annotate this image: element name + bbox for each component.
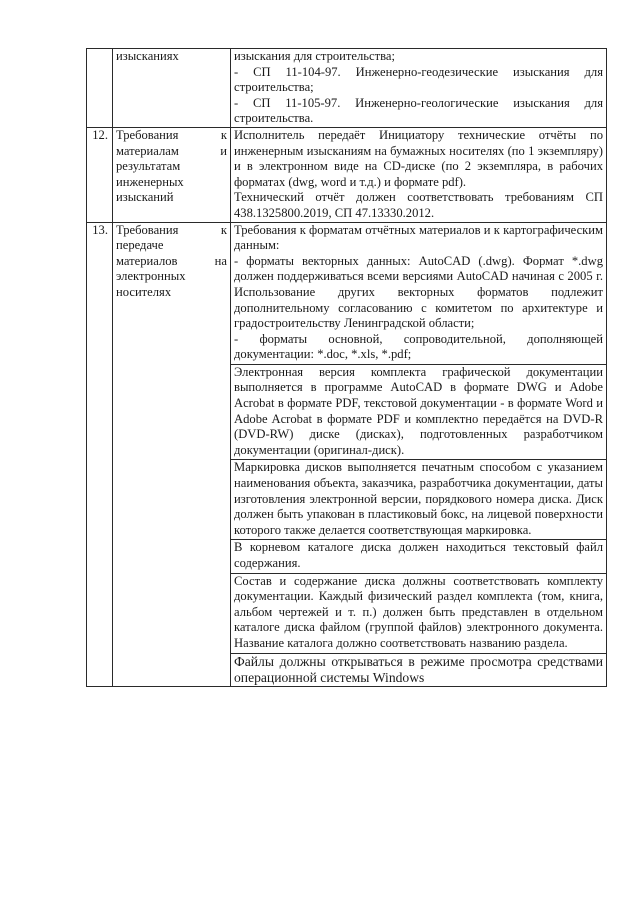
content-paragraph: Файлы должны открываться в режиме просмотра средствами операционной системы Windows bbox=[231, 653, 606, 686]
table-row bbox=[87, 127, 607, 222]
requirement-name-line: инженерных bbox=[116, 174, 184, 189]
requirements-table bbox=[86, 48, 607, 687]
content-paragraph: Состав и содержание диска должны соответствовать комплекту документации. Каждый физический раздел комплекта (том, книга, альбом чертежей и т. п.) должен быть представлен в отдельном каталоге диска файлом (группой файлов) электронного документа. Название каталога должно соответствовать названию раздела. bbox=[231, 573, 606, 652]
content-paragraph: изыскания для строительства; bbox=[234, 49, 396, 63]
row-number: 13. bbox=[87, 222, 113, 686]
requirement-name-line: электронных bbox=[116, 269, 186, 284]
requirement-name bbox=[113, 49, 231, 128]
content-paragraph: Электронная версия комплекта графической документации выполняется в программе AutoCAD в формате DWG и Adobe Acrobat в формате PDF, текстовой документации - в формате Word и Adobe Acrobat в формате PDF и комплектно передаётся на DVD-R (DVD-RW) диске (дисках), подготовленных разработчиком документации (оригинал-диск). bbox=[231, 364, 606, 459]
content-paragraph: - СП 11-104-97. Инженерно-геодезические изыскания для строительства; bbox=[234, 64, 603, 95]
content-paragraph: - форматы основной, сопроводительной, дополняющей документации: *.doc, *.xls, *.pdf; bbox=[234, 331, 603, 362]
content-paragraph: В корневом каталоге диска должен находиться текстовый файл содержания. bbox=[231, 539, 606, 571]
requirement-content bbox=[231, 49, 607, 128]
requirement-name-line: материалам и bbox=[116, 143, 227, 158]
row-number: 12. bbox=[87, 127, 113, 222]
requirement-name bbox=[113, 222, 231, 686]
row-number bbox=[87, 49, 113, 128]
requirement-name-line: носителях bbox=[116, 284, 172, 299]
table-row bbox=[87, 49, 607, 128]
requirement-name-line: Требования к bbox=[116, 222, 227, 237]
content-paragraph: - СП 11-105-97. Инженерно-геологические изыскания для строительства. bbox=[234, 95, 603, 126]
requirement-name-line: изысканий bbox=[116, 190, 174, 205]
content-paragraph: Требования к форматам отчётных материалов и к картографическим данным: bbox=[234, 222, 603, 253]
requirement-name-line: изысканиях bbox=[116, 49, 179, 63]
requirement-name-line: передаче bbox=[116, 238, 164, 253]
requirement-content bbox=[231, 222, 607, 686]
content-paragraph: - форматы векторных данных: AutoCAD (.dwg). Формат *.dwg должен поддерживаться всеми версиями AutoCAD начиная с 2005 г. Использование других векторных форматов подлежит дополнительному согласованию с комитетом по архитектуре и градостроительству Ленинградской области; bbox=[234, 253, 603, 331]
requirement-content bbox=[231, 127, 607, 222]
content-paragraph: Технический отчёт должен соответствовать требованиям СП 438.1325800.2019, СП 47.13330.2012. bbox=[234, 190, 603, 220]
requirement-name bbox=[113, 127, 231, 222]
requirement-name-line: материалов на bbox=[116, 253, 227, 268]
requirement-name-line: результатам bbox=[116, 159, 181, 174]
content-paragraph: Исполнитель передаёт Инициатору технические отчёты по инженерным изысканиям на бумажных носителях (по 1 экземпляру) и в электронном виде на CD-диске (по 2 экземпляра, в рабочих форматах (dwg, word и т.д.) и формате pdf). bbox=[234, 127, 603, 189]
requirement-name-line: Требования к bbox=[116, 127, 227, 142]
table-row bbox=[87, 222, 607, 686]
content-paragraph: Маркировка дисков выполняется печатным способом с указанием наименования объекта, заказчика, разработчика документации, даты изготовления электронной версии, порядкового номера диска. Диск должен быть упакован в пластиковый бокс, на лицевой поверхности которого также делается соответствующая маркировка. bbox=[231, 459, 606, 538]
